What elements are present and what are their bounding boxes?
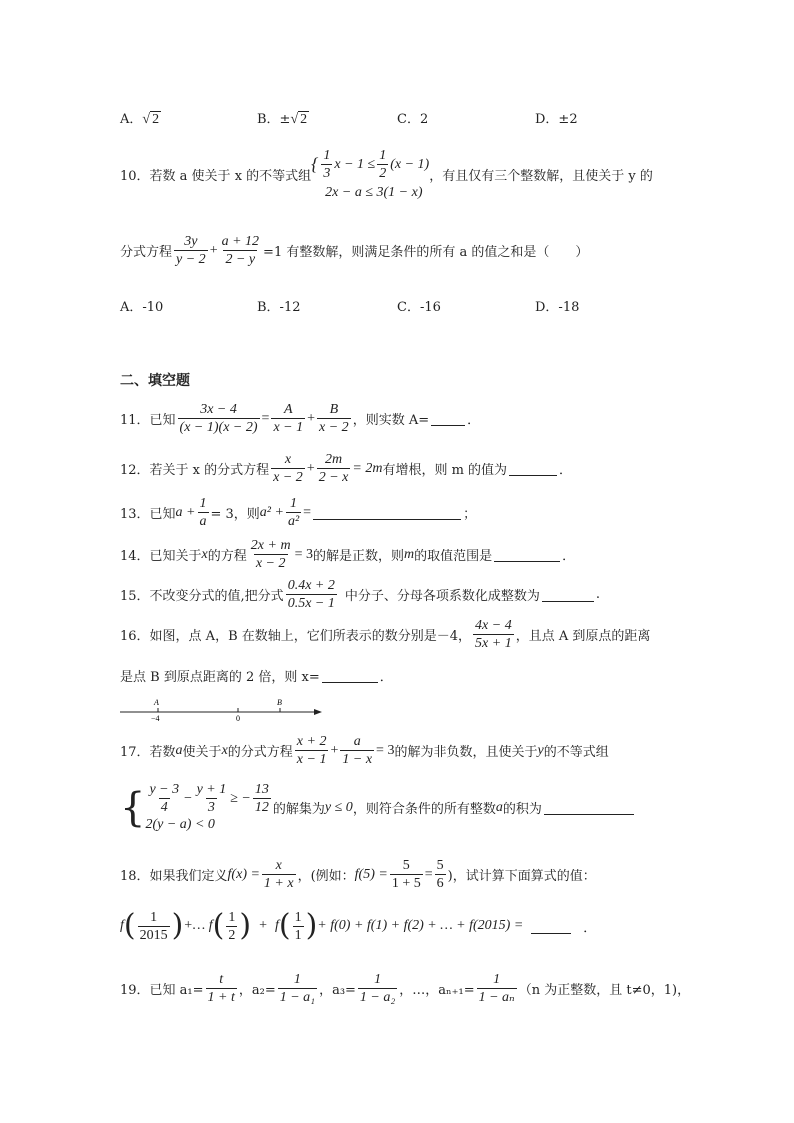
question-text: 使关于: [182, 745, 222, 760]
question-text: = 3，则: [210, 507, 260, 522]
question-text: 15．不改变分式的值,把分式: [120, 589, 284, 604]
question-text: 13．已知: [120, 507, 176, 522]
numerator: 1: [150, 909, 158, 925]
expr: f(x) =: [227, 866, 260, 882]
question-text: ，a₂=: [238, 983, 276, 998]
question-text: 的解是正数，则: [312, 549, 404, 564]
question-text: ，有且仅有三个整数解，且使关于 y 的: [429, 169, 653, 184]
paren: ): [171, 908, 184, 943]
radicand: 2: [300, 112, 308, 127]
numerator: 1: [493, 972, 501, 987]
denominator: 1: [294, 927, 302, 943]
expr: a +: [175, 504, 196, 520]
answer-blank: [542, 587, 594, 602]
choice-d: D．-18: [535, 300, 580, 315]
choice-b: B．-12: [257, 300, 301, 315]
brace: {: [120, 784, 146, 831]
numerator: y − 3: [149, 782, 180, 797]
punctuation: ．: [467, 413, 481, 428]
question-11: 11．已知 $\frac{3x - 4}{(x - 1)(x - 2)}$ = $\frac{A}{x - 1}$ + $\frac{B}{x - 2}$ ，则实数 A= ．: [120, 402, 481, 435]
denominator: 2 − x: [318, 470, 349, 485]
paren: (: [212, 908, 225, 943]
denominator: x − 2: [255, 556, 286, 571]
numerator: y + 1: [196, 782, 227, 797]
question-text: 的解集为: [272, 802, 325, 817]
variable: a: [495, 799, 503, 815]
expr: +: [259, 918, 267, 933]
numerator: 3x − 4: [200, 402, 237, 417]
variable: a: [175, 742, 183, 758]
question-10-line-1: [120, 148, 653, 201]
inequality-row: 2(y − a) < 0: [145, 817, 215, 832]
expr: =: [424, 866, 433, 882]
numerator: t: [219, 972, 224, 987]
expr: (x − 1): [390, 156, 430, 172]
question-14: [120, 538, 575, 571]
question-text: 的分式方程: [227, 745, 293, 760]
answer-blank: [509, 461, 557, 476]
question-text: =1 有整数解，则满足条件的所有 a 的值之和是（ ）: [263, 245, 589, 260]
expr: + f(0) + f(1) + f(2) + … + f(2015) =: [317, 918, 524, 933]
numerator: x: [284, 452, 292, 467]
inequality-system: [311, 148, 429, 201]
expr: a² +: [259, 504, 284, 520]
choice-b: [257, 108, 309, 128]
denominator: a²: [287, 514, 300, 529]
question-text: 的方程: [207, 549, 247, 564]
choice-a: A．-10: [120, 300, 164, 315]
numerator: 2m: [324, 452, 343, 467]
answer-blank: [322, 668, 378, 683]
section-title: 二、填空题: [120, 373, 190, 389]
question-text: 12．若关于 x 的分式方程: [120, 463, 270, 478]
answer-blank: [313, 505, 461, 520]
denominator: x − 1: [273, 420, 304, 435]
denominator: 3: [207, 800, 215, 815]
question-13: [120, 496, 476, 529]
denominator: 1 − a₂: [359, 990, 396, 1005]
expr: x − 1 ≤: [334, 156, 376, 172]
numerator: 1: [374, 972, 382, 987]
answer-blank: [531, 919, 571, 934]
question-19: [120, 972, 690, 1005]
punctuation: ．: [379, 670, 393, 685]
choice-label: B．±: [257, 112, 291, 127]
expr: = 3: [294, 546, 313, 562]
denominator: 1 + x: [263, 876, 294, 891]
denominator: 1 − x: [342, 752, 373, 767]
numerator: 1: [293, 972, 301, 987]
numerator: B: [329, 402, 339, 417]
tick-label-neg4: −4: [151, 714, 160, 723]
question-text: ，且点 A 到原点的距离: [515, 629, 651, 644]
expr: =: [303, 504, 312, 520]
question-text: 19．已知 a₁=: [120, 983, 204, 998]
denominator: 1 − aₙ: [478, 990, 515, 1005]
expr: ≥ −: [230, 790, 251, 806]
question-text: 的不等式组: [543, 745, 609, 760]
numerator: x: [275, 858, 282, 873]
question-text: )，试计算下面算式的值：: [447, 869, 596, 884]
numerator: 5: [436, 858, 444, 873]
inequality-row: { $\frac{1}{3}$ x − 1 ≤ $\frac{1}{2}$ (x − 1): [311, 148, 430, 181]
inequality-row: 2x − a ≤ 3(1 − x): [325, 185, 423, 200]
denominator: x − 1: [296, 752, 327, 767]
question-text: 17．若数: [120, 745, 176, 760]
numerator: a: [353, 734, 361, 749]
question-text: ，(例如：: [297, 869, 355, 884]
numerator: x + 2: [296, 734, 327, 749]
denominator: 6: [436, 876, 444, 891]
expr: −: [183, 790, 193, 806]
paren: (: [278, 908, 291, 943]
question-12: 12．若关于 x 的分式方程 $\frac{x}{x - 2}$ + $\frac{2m}{2 - x}$ = 2m 有增根，则 m 的值为 ．: [120, 452, 573, 485]
question-text: 有增根，则 m 的值为: [382, 463, 508, 478]
question-text: 的解为非负数，且使关于: [394, 745, 538, 760]
denominator: 12: [254, 800, 269, 815]
question-text: ，a₃=: [319, 983, 356, 998]
question-text: 16．如图，点 A，B 在数轴上，它们所表示的数分别是－4，: [120, 629, 472, 644]
question-text: 10．若数 a 使关于 x 的不等式组: [120, 169, 312, 184]
question-text: 分式方程: [120, 245, 173, 260]
question-18-line-1: [120, 858, 596, 891]
question-text: 18．如果我们定义: [120, 869, 228, 884]
punctuation: .: [595, 587, 601, 602]
numerator: 1: [199, 496, 207, 511]
expr: = 3: [376, 742, 395, 758]
question-text: ，则实数 A=: [352, 413, 430, 428]
punctuation: ．: [583, 920, 597, 936]
denominator: 0.5x − 1: [287, 596, 335, 611]
question-text: 11．已知: [120, 413, 176, 428]
expr: f: [120, 918, 124, 933]
numerator: 0.4x + 2: [287, 578, 335, 593]
numerator: 5: [402, 858, 410, 873]
number-line: [118, 694, 328, 724]
numerator: 1: [294, 909, 302, 925]
sqrt-expression: √ 2: [290, 112, 308, 127]
question-text: ，则符合条件的所有整数: [352, 802, 496, 817]
question-text: 的取值范围是: [414, 549, 493, 564]
tick-label-0: 0: [236, 714, 240, 723]
denominator: 1 + t: [207, 990, 235, 1005]
choice-c: C．2: [397, 112, 429, 127]
answer-blank: [431, 411, 465, 426]
question-text: ，…，aₙ₊₁=: [399, 983, 475, 998]
expr: = 2m: [352, 460, 383, 476]
question-16-line-2: [120, 666, 393, 685]
question-16-line-1: [120, 618, 650, 651]
numerator: 1: [290, 496, 298, 511]
denominator: (x − 1)(x − 2): [179, 420, 258, 435]
question-text: 中分子、分母各项系数化成整数为: [344, 589, 540, 604]
paren: ): [305, 908, 318, 943]
question-text: 的积为: [502, 802, 542, 817]
numerator: 4x − 4: [475, 618, 512, 633]
variable: x: [201, 546, 208, 562]
variable: y: [537, 742, 544, 758]
question-text: 14．已知关于: [120, 549, 202, 564]
choice-c: C．-16: [397, 300, 441, 315]
numerator: A: [283, 402, 293, 417]
answer-blank: [494, 547, 560, 562]
denominator: 1 − a₁: [279, 990, 316, 1005]
variable: m: [403, 546, 415, 562]
punctuation: ．: [559, 463, 573, 478]
expr: f(5) =: [354, 866, 388, 882]
choice-label: A．: [120, 112, 143, 127]
denominator: a: [199, 514, 207, 529]
label-b: B: [277, 698, 282, 707]
question-10-line-2: 分式方程 $\frac{3y}{y - 2}$ + $\frac{a + 12}{2 - y}$ =1 有整数解，则满足条件的所有 a 的值之和是（ ）: [120, 234, 589, 267]
denominator: x − 2: [273, 470, 303, 485]
expr: y ≤ 0: [324, 799, 353, 815]
sqrt-expression: √ 2: [142, 112, 160, 127]
expr: +… f: [183, 918, 213, 933]
question-15: [120, 578, 600, 611]
denominator: 2: [228, 927, 236, 943]
label-a: A: [154, 698, 159, 707]
numerator: 2x + m: [250, 538, 291, 553]
question-text: （n 为正整数，且 t≠0，1)，: [518, 983, 691, 998]
question-17-line-2: [120, 782, 636, 833]
question-text: 是点 B 到原点距离的 2 倍，则 x=: [120, 670, 320, 685]
numerator: 1: [228, 909, 236, 925]
question-18-line-2: f ( $\frac{1}{2015}$ ) +… f ( $\frac{1}{2}$ ) + f ( $\frac{1}{1}$ ) + f(0) + f(1) + f(2) + … + f(2015) = ．: [120, 906, 596, 946]
radicand: 2: [152, 112, 160, 127]
punctuation: ．: [562, 549, 576, 564]
paren: (: [123, 908, 136, 943]
punctuation: ；: [463, 507, 477, 522]
variable: x: [221, 742, 228, 758]
denominator: x − 2: [319, 420, 349, 435]
denominator: 2015: [139, 927, 168, 943]
question-17-line-1: 17．若数 a 使关于 x 的分式方程 $\frac{x + 2}{x - 1}$ + $\frac{a}{1 - x}$ = 3 的解为非负数，且使关于 y 的不等式组: [120, 734, 609, 767]
choice-d: D．±2: [535, 112, 578, 127]
inequality-row: [145, 782, 272, 815]
paren: ): [239, 908, 252, 943]
choice-a: [120, 108, 161, 128]
numerator: 13: [254, 782, 269, 797]
denominator: 4: [160, 800, 168, 815]
denominator: 5x + 1: [475, 636, 512, 651]
answer-blank: [544, 800, 634, 815]
denominator: 1 + 5: [391, 876, 421, 891]
